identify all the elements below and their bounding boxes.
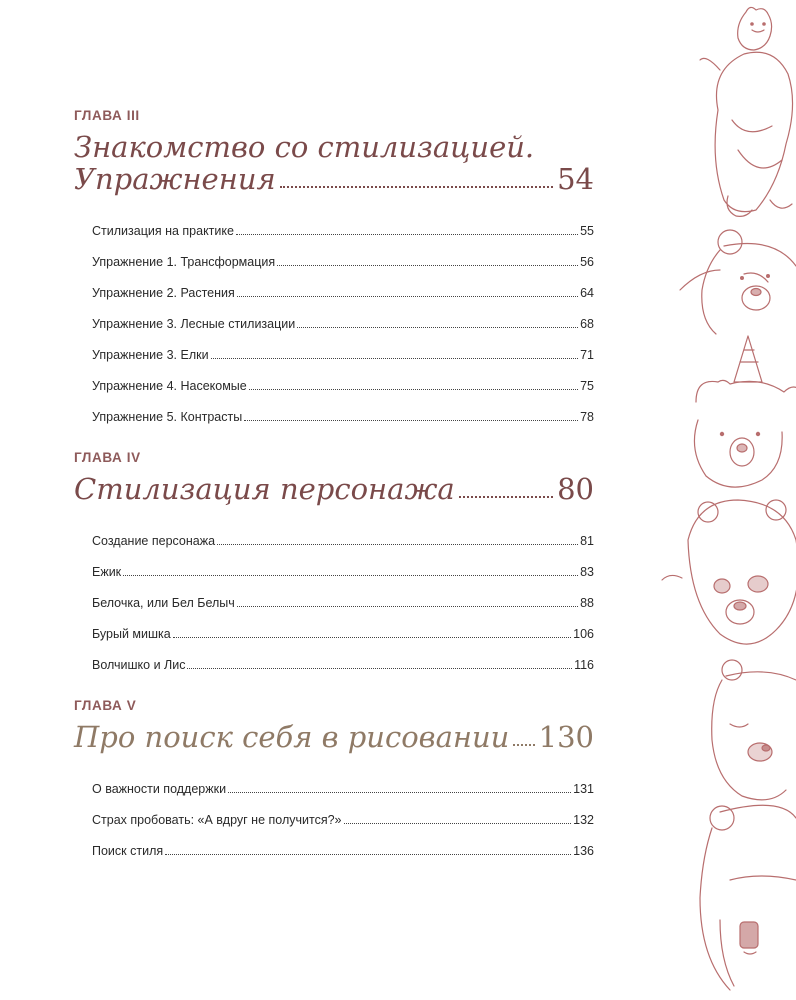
entry-page: 131 (573, 782, 594, 796)
dot-leader (297, 327, 578, 328)
chapter-4 (74, 450, 594, 672)
entry-title: О важности поддержки (92, 782, 227, 796)
entry-page: 75 (580, 379, 594, 393)
bear-sketch-icon (712, 660, 796, 800)
toc-entry[interactable] (74, 393, 594, 424)
chapter-title[interactable] (74, 473, 594, 505)
dot-leader (187, 668, 572, 669)
entry-title: Стилизация на практике (92, 224, 234, 238)
dot-leader (123, 575, 578, 576)
dot-leader (228, 792, 571, 793)
toc-entry[interactable] (74, 331, 594, 362)
dot-leader (217, 544, 578, 545)
dot-leader (280, 186, 553, 188)
chapter-title[interactable] (74, 721, 594, 753)
dot-leader (165, 854, 571, 855)
dot-leader (459, 496, 553, 498)
dot-leader (249, 389, 578, 390)
entry-list (74, 517, 594, 672)
entry-page: 136 (573, 844, 594, 858)
entry-title: Белочка, или Бел Белыч (92, 596, 235, 610)
entry-list (74, 765, 594, 858)
entry-title: Упражнение 3. Лесные стилизации (92, 317, 296, 331)
entry-title: Упражнение 1. Трансформация (92, 255, 276, 269)
chapter-title-text: Стилизация персонажа (74, 472, 455, 506)
entry-page: 78 (580, 410, 594, 424)
chapter-page-number: 130 (538, 720, 594, 754)
entry-page: 71 (580, 348, 594, 362)
toc-entry[interactable] (74, 610, 594, 641)
entry-title: Упражнение 4. Насекомые (92, 379, 247, 393)
toc-entry[interactable] (74, 548, 594, 579)
chapter-page-number: 80 (557, 472, 594, 506)
dot-leader (173, 637, 571, 638)
toc-entry[interactable] (74, 827, 594, 858)
dot-leader (236, 234, 578, 235)
entry-page: 55 (580, 224, 594, 238)
entry-title: Упражнение 2. Растения (92, 286, 235, 300)
entry-list (74, 207, 594, 424)
toc-entry[interactable] (74, 796, 594, 827)
toc-entry[interactable] (74, 765, 594, 796)
toc-entry[interactable] (74, 207, 594, 238)
chapter-page-number: 54 (557, 162, 594, 196)
entry-title: Волчишко и Лис (92, 658, 186, 672)
toc-entry[interactable] (74, 269, 594, 300)
entry-page: 81 (580, 534, 594, 548)
dot-leader (244, 420, 578, 421)
bear-sketch-icon (700, 7, 793, 216)
toc-entry[interactable] (74, 517, 594, 548)
entry-page: 64 (580, 286, 594, 300)
chapter-title-line1: Знакомство со стилизацией. (74, 130, 535, 164)
dot-leader (277, 265, 578, 266)
toc-entry[interactable] (74, 300, 594, 331)
entry-title: Страх пробовать: «А вдруг не получится?» (92, 813, 342, 827)
entry-page: 116 (574, 658, 594, 672)
chapter-label: ГЛАВА IV (74, 450, 141, 465)
entry-page: 88 (580, 596, 594, 610)
toc-entry[interactable] (74, 641, 594, 672)
table-of-contents (74, 108, 594, 884)
dot-leader (344, 823, 572, 824)
bear-sketch-icon (680, 230, 796, 334)
chapter-title[interactable] (74, 131, 594, 195)
bear-sketch-icon (694, 336, 796, 487)
entry-title: Упражнение 3. Елки (92, 348, 209, 362)
dot-leader (211, 358, 579, 359)
toc-entry[interactable] (74, 579, 594, 610)
chapter-title-text: Про поиск себя в рисовании (74, 720, 510, 754)
bear-sketch-illustration (660, 0, 796, 1000)
entry-page: 68 (580, 317, 594, 331)
entry-title: Поиск стиля (92, 844, 164, 858)
chapter-5 (74, 698, 594, 858)
chapter-3 (74, 108, 594, 424)
toc-entry[interactable] (74, 238, 594, 269)
chapter-label: ГЛАВА III (74, 108, 140, 123)
bear-sketch-icon (662, 500, 796, 644)
dot-leader (237, 296, 578, 297)
entry-page: 106 (573, 627, 594, 641)
entry-title: Ежик (92, 565, 122, 579)
chapter-title-line2: Упражнения (74, 162, 276, 196)
entry-page: 132 (573, 813, 594, 827)
entry-title: Упражнение 5. Контрасты (92, 410, 243, 424)
toc-entry[interactable] (74, 362, 594, 393)
entry-title: Создание персонажа (92, 534, 216, 548)
entry-page: 56 (580, 255, 594, 269)
chapter-label: ГЛАВА V (74, 698, 137, 713)
dot-leader (513, 744, 534, 746)
entry-page: 83 (580, 565, 594, 579)
bear-sketch-icon (700, 805, 796, 990)
entry-title: Бурый мишка (92, 627, 171, 641)
dot-leader (237, 606, 578, 607)
